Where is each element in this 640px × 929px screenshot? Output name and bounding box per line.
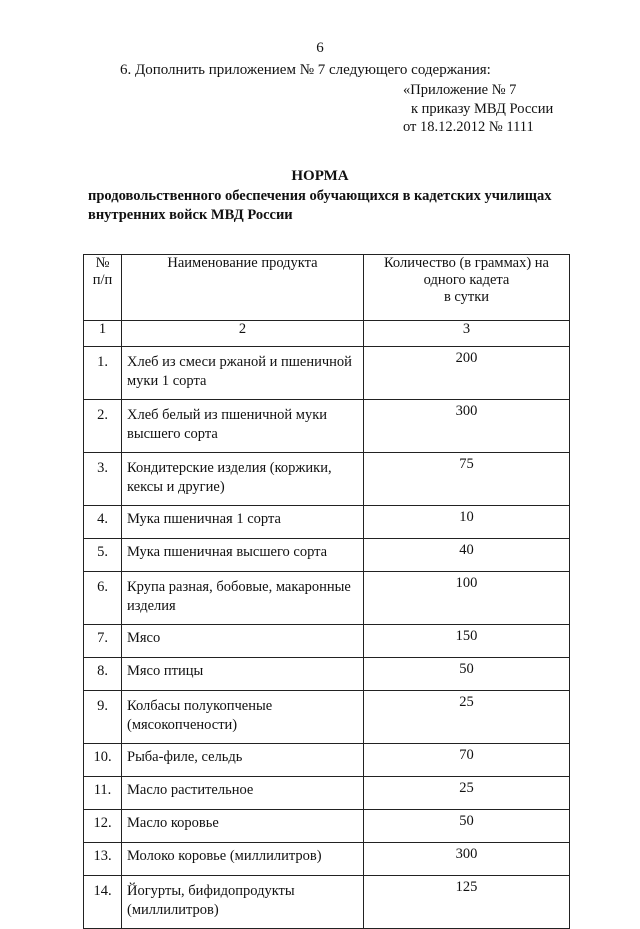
appendix-reference bbox=[401, 81, 553, 137]
row-number: 11. bbox=[84, 777, 122, 810]
column-number-2: 2 bbox=[122, 321, 364, 347]
product-name-line-1: Мясо bbox=[127, 630, 161, 646]
product-quantity: 25 bbox=[364, 777, 570, 810]
product-quantity: 200 bbox=[364, 347, 570, 400]
row-number: 14. bbox=[84, 876, 122, 929]
table-row bbox=[84, 843, 570, 876]
product-name-line-1: Хлеб из смеси ржаной и пшеничной bbox=[127, 354, 352, 370]
product-name bbox=[122, 744, 364, 777]
table-row bbox=[84, 400, 570, 453]
appendix-line-2: к приказу МВД России bbox=[411, 100, 554, 117]
norm-table bbox=[83, 254, 570, 929]
product-name-line-2: кексы и другие) bbox=[127, 479, 225, 495]
table-row bbox=[84, 539, 570, 572]
header-num-line-2: п/п bbox=[92, 272, 113, 288]
product-name bbox=[122, 658, 364, 691]
row-number: 7. bbox=[84, 625, 122, 658]
product-name bbox=[122, 453, 364, 506]
header-qty-line-2: одного кадета bbox=[423, 272, 510, 288]
product-quantity: 125 bbox=[364, 876, 570, 929]
row-number: 12. bbox=[84, 810, 122, 843]
product-name-line-1: Рыба-филе, сельдь bbox=[127, 749, 243, 765]
product-name-line-2: изделия bbox=[127, 598, 176, 614]
product-quantity: 300 bbox=[364, 400, 570, 453]
table-row bbox=[84, 453, 570, 506]
product-quantity: 50 bbox=[364, 658, 570, 691]
page-number: 6 bbox=[316, 40, 324, 56]
product-name-line-2: (мясокопчености) bbox=[127, 717, 238, 733]
product-quantity: 50 bbox=[364, 810, 570, 843]
product-quantity: 70 bbox=[364, 744, 570, 777]
product-quantity: 150 bbox=[364, 625, 570, 658]
product-name-line-1: Кондитерские изделия (коржики, bbox=[127, 460, 332, 476]
appendix-line-3: от 18.12.2012 № 1111 bbox=[403, 119, 534, 135]
column-number-3: 3 bbox=[364, 321, 570, 347]
product-name bbox=[122, 347, 364, 400]
row-number: 8. bbox=[84, 658, 122, 691]
appendix-line-1: «Приложение № 7 bbox=[403, 82, 517, 98]
product-name bbox=[122, 400, 364, 453]
product-name bbox=[122, 876, 364, 929]
product-name-line-2: высшего сорта bbox=[127, 426, 218, 442]
table-row bbox=[84, 625, 570, 658]
row-number: 10. bbox=[84, 744, 122, 777]
column-number-row bbox=[84, 321, 570, 347]
subtitle-line-1: продовольственного обеспечения обучающихся в кадетских училищах bbox=[88, 188, 552, 204]
row-number: 1. bbox=[84, 347, 122, 400]
table-row bbox=[84, 777, 570, 810]
product-name bbox=[122, 625, 364, 658]
product-name-line-1: Масло растительное bbox=[127, 782, 254, 798]
product-quantity: 25 bbox=[364, 691, 570, 744]
table-row bbox=[84, 658, 570, 691]
column-number-1: 1 bbox=[84, 321, 122, 347]
product-quantity: 100 bbox=[364, 572, 570, 625]
product-name-line-1: Колбасы полукопченые bbox=[127, 698, 273, 714]
product-name-line-1: Йогурты, бифидопродукты bbox=[127, 883, 295, 899]
product-name bbox=[122, 506, 364, 539]
header-qty bbox=[364, 255, 570, 321]
row-number: 3. bbox=[84, 453, 122, 506]
product-quantity: 40 bbox=[364, 539, 570, 572]
product-name bbox=[122, 843, 364, 876]
row-number: 2. bbox=[84, 400, 122, 453]
product-name-line-1: Молоко коровье (миллилитров) bbox=[127, 848, 322, 864]
product-name-line-1: Мука пшеничная 1 сорта bbox=[127, 511, 281, 527]
header-qty-line-3: в сутки bbox=[443, 289, 490, 305]
table-row bbox=[84, 876, 570, 929]
product-name bbox=[122, 777, 364, 810]
product-name bbox=[122, 539, 364, 572]
product-name-line-1: Крупа разная, бобовые, макаронные bbox=[127, 579, 351, 595]
product-quantity: 10 bbox=[364, 506, 570, 539]
header-name: Наименование продукта bbox=[122, 255, 364, 321]
header-qty-line-1: Количество (в граммах) на bbox=[383, 255, 549, 271]
table-row bbox=[84, 744, 570, 777]
table-body bbox=[84, 347, 570, 929]
product-name bbox=[122, 691, 364, 744]
header-num bbox=[84, 255, 122, 321]
product-name-line-2: муки 1 сорта bbox=[127, 373, 207, 389]
document-subtitle bbox=[88, 187, 578, 224]
product-name bbox=[122, 810, 364, 843]
table-row bbox=[84, 347, 570, 400]
header-num-line-1: № bbox=[95, 255, 110, 271]
row-number: 4. bbox=[84, 506, 122, 539]
table-row bbox=[84, 691, 570, 744]
product-name-line-1: Масло коровье bbox=[127, 815, 219, 831]
row-number: 13. bbox=[84, 843, 122, 876]
product-quantity: 300 bbox=[364, 843, 570, 876]
intro-text: 6. Дополнить приложением № 7 следующего содержания: bbox=[120, 62, 491, 78]
row-number: 9. bbox=[84, 691, 122, 744]
product-name-line-2: (миллилитров) bbox=[127, 902, 219, 918]
subtitle-line-2: внутренних войск МВД России bbox=[88, 206, 293, 223]
table-row bbox=[84, 506, 570, 539]
product-name-line-1: Мука пшеничная высшего сорта bbox=[127, 544, 328, 560]
row-number: 6. bbox=[84, 572, 122, 625]
product-name-line-1: Хлеб белый из пшеничной муки bbox=[127, 407, 328, 423]
product-name bbox=[122, 572, 364, 625]
table-header-row bbox=[84, 255, 570, 321]
row-number: 5. bbox=[84, 539, 122, 572]
table-row bbox=[84, 810, 570, 843]
product-name-line-1: Мясо птицы bbox=[127, 663, 204, 679]
document-title: НОРМА bbox=[291, 168, 349, 184]
table-row bbox=[84, 572, 570, 625]
product-quantity: 75 bbox=[364, 453, 570, 506]
